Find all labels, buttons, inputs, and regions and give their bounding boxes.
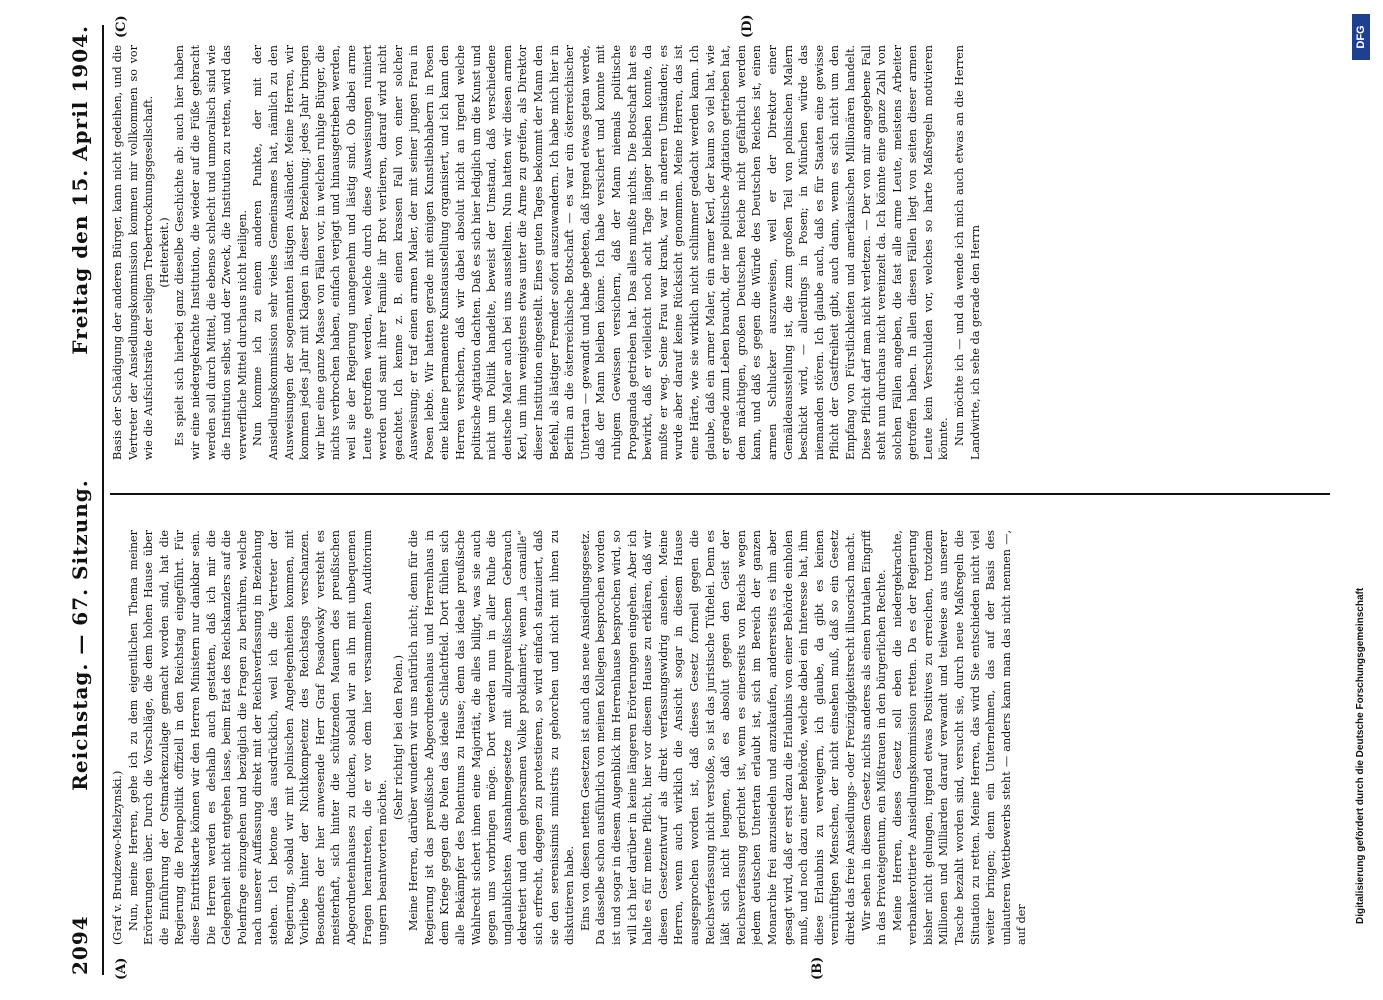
interjection: (Heiterkeit.) xyxy=(157,217,171,288)
paragraph: Eins von diesen netten Gesetzen ist auch das neue Ansiedlungsgesetz. Da dasselbe schon ausführlich von meinen Kollegen besprochen worden ist und sogar in diesem Augenblick im Herrenhause besprochen wird, so will ich hier darüber in keine längeren Erörterungen eingehen. Aber ich halte es für meine Pflicht, hier vor diesem Hause zu erklären, daß wir diesen Gesetzentwurf als direkt verfassungswidrig ansehen. Meine Herren, wenn auch wirklich die Ansicht sogar in diesem Hause ausgesprochen worden ist, daß dieses Gesetz formell gegen die Reichsverfassung nicht verstoße, so ist das juristische Tüftelei. Denn es läßt sich nicht leugnen, daß es absolut gegen den Geist der Reichsverfassung gerichtet ist, wenn es einerseits von Reichs wegen jedem deutschen Untertan erlaubt ist, sich im Bereich der ganzen Monarchie frei anzusiedeln und anzukaufen, andererseits es ihm aber gesagt wird, daß er erst dazu die Erlaubnis von einer Behörde einholen muß, und noch dazu einer Behörde, welche dabei ein Interesse hat, ihm diese Erlaubnis zu verweigern, ich glaube, da gibt es keinen vernünftigen Menschen, der nicht einsehen muß, daß so ein Gesetz direkt das freie Ansiedlungs- oder Freizügigkeitsrecht illusorisch macht. xyxy=(578,530,857,945)
paragraph: Nun, meine Herren, gehe ich zu dem eigentlichen Thema meiner Erörterungen über. Durch die Vorschläge, die dem hohen Hause über die Einführung der Ostmarkenzulage gemacht worden sind, hat die Regierung die Polenpolitik offiziell in den Reichstag eingeführt. Für diese Entrittskarte können wir den Herren Ministern nur dankbar sein. Die Herren werden es deshalb auch gestatten, daß ich mir die Gelegenheit nicht entgehen lasse, beim Etat des Reichskanzlers auf die Polenfrage einzugehen und bezüglich die Fragen zu berühren, welche nach unserer Auffassung direkt mit der Reichsverfassung in Beziehung stehen. Ich betone das ausdrücklich, weil ich die Vertreter der Regierung, sobald wir mit polnischen Angelegenheiten kommen, mit Vorliebe hinter der Nichtkompetenz des Reichstags verschanzen. Besonders der hier anwesende Herr Graf Posadowsky versteht es meisterhaft, sich hinter die schützenden Mauern des preußischen Abgeordnetenhauses zu ducken, sobald wir an ihn mit unbequemen Fragen herantreten, die er vor dem hier versammelten Auditorium ungern beantworten möchte. xyxy=(126,530,390,945)
interjection: (Sehr richtig! bei den Polen.) xyxy=(391,654,405,821)
paragraph: Meine Herren, dieses Gesetz soll eben die niedergekrachte, verbankerottierte Ansiedlungskommission retten. Da es der Regierung bisher nicht gelungen, irgend etwas Positives zu erreichen, trotzdem Millionen und Milliarden darauf verwandt und teilweise aus unserer Tasche bezahlt worden sind, versucht sie, durch neue Maßregeln die Situation zu retten. Meine Herren, das wird Sie entschieden nicht viel weiter bringen; denn ein Unternehmen, das auf der Basis des unlauteren Wettbewerbs steht — anders kann man das nicht nennen —, auf der xyxy=(890,530,1029,945)
session-date: Freitag den 15. April 1904. xyxy=(68,25,92,355)
paragraph: Nun möchte ich — und da wende ich mich auch etwas an die Herren Landwirte, ich sehe da gerade den Herrn xyxy=(953,45,982,460)
paragraph: Basis der Schädigung der anderen Bürger, kann nicht gedeihen, und die Vertreter der Ansiedlungskommission kommen mir vollkommen so vor wie die Aufsichtsräte der seligen Trebertrocknungsgesellschaft. xyxy=(111,45,156,460)
paragraph: Es spielt sich hierbei ganz dieselbe Geschichte ab: auch hier haben wir eine niedergekrachte Institution, die wieder auf die Füße gebracht werden soll durch Mittel, die ebenso schlecht und unmoralisch sind wie die Institution selbst, und der Zweck, die Institution zu retten, wird das verwerfliche Mittel durchaus nicht heiligen. xyxy=(173,45,249,460)
margin-marker-a: (A) xyxy=(114,957,129,980)
column-divider xyxy=(110,493,1330,495)
digitization-note-text: Digitalisierung gefördert durch die Deutsche Forschungsgemeinschaft xyxy=(1355,587,1366,924)
paragraph: Nun komme ich zu einem anderen Punkte, der mit der Ansiedlungskommission sehr vieles Gemeinsames hat, nämlich zu den Ausweisungen der sogenannten lästigen Ausländer. Meine Herren, wir kommen jedes Jahr mit Klagen in dieser Beziehung; jedes Jahr bringen wir hier eine ganze Masse von Fällen vor, in welchen ruhige Bürger, die nichts verbrochen haben, einfach verjagt und hinausgetrieben werden, weil sie der Regierung unangenehm und lästig sind. Ob dabei arme Leute getroffen werden, welche durch diese Ausweisungen ruiniert werden und samt ihrer Familie ihr Brot verlieren, darauf wird nicht geachtet. Ich kenne z. B. einen krassen Fall von einer solcher Ausweisung; er traf einen armen Maler, der mit seiner jungen Frau in Posen lebte. Wir hatten gerade mit einigen Kunstliebhabern in Posen eine kleine permanente Kunstausstellung organisiert, und ich kann den Herren versichern, daß wir dabei absolut nicht an irgend welche politische Agitation dachten. Daß es sich hier lediglich um die Kunst und nicht um Politik handelte, beweist der Umstand, daß verschiedene deutsche Maler auch bei uns ausstellten. Nun hatten wir diesen armen Kerl, um ihm wenigstens etwas unter die Arme zu greifen, als Direktor dieser Institution eingestellt. Eines guten Tages bekommt der Mann den Befehl, als lästiger Fremder sofort auszuwandern. Ich habe mich hier in Berlin an die österreichische Botschaft — es war ein österreichischer Untertan — gewandt und habe gebeten, daß irgend etwas getan werde, daß der Mann bleiben könne. Ich habe versichert und konnte mit ruhigem Gewissen versichern, daß der Mann niemals politische Propaganda getrieben hat. Das alles mußte nichts. Die Botschaft hat es bewirkt, daß er vielleicht noch acht Tage länger bleiben konnte, da mußte er weg. Seine Frau war krank, war in anderen Umständen; es wurde aber darauf keine Rücksicht genommen. Meine Herren, das ist eine Härte, wie sie wirklich nicht schlimmer gedacht werden kann. Ich glaube, daß ein armer Maler, ein armer Kerl, der kaum so viel hat, wie er gerade zum Leben braucht, der nie politische Agitation getrieben hat, dem mächtigen, großen Deutschen Reiche nicht gefährlich werden kann, und daß es gegen die Würde des Deutschen Reiches ist, einen armen Schlucker auszuweisen, weil er der Direktor einer Gemäldeausstellung ist, die zum großen Teil von polnischen Malern beschickt wird, — allerdings in Posen; in München würde das niemanden stören. Ich glaube auch, daß es für Staaten eine gewisse Pflicht der Gastfreiheit gibt, auch dann, wenn es sich nicht um den Empfang von Fürstlichkeiten und amerikanischen Millionären handelt. Diese Pflicht darf man nicht verletzen. — Der von mir angegebene Fall steht nun durchaus nicht vereinzelt da. Ich könnte eine ganze Zahl von solchen Fällen angeben, die fast alle arme Leute, meistens Arbeiter getroffen haben. In allen diesen Fällen liegt von seiten dieser armen Leute kein Verschulden vor, welches so harte Maßregeln motivieren könnte. xyxy=(251,45,951,460)
margin-marker-c: (C) xyxy=(114,15,129,38)
digitization-credit xyxy=(1352,14,1370,994)
text-column-left xyxy=(110,530,1340,945)
document-page xyxy=(50,0,1350,1000)
paragraph: Wir sehen in diesem Gesetz nichts anderes als einen brutalen Eingriff in das Privateigentum, ein Mißtrauen in den bürgerlichen Rechte. xyxy=(859,530,889,945)
session-title: Reichstag. — 67. Sitzung. xyxy=(68,479,92,791)
page-number: 2094 xyxy=(68,915,92,975)
paragraph: Meine Herren, darüber wundern wir uns natürlich nicht; denn für die Regierung ist das preußische Abgeordnetenhaus und Herrenhaus in dem Kriege gegen die Polen das ideale Schlachtfeld. Dort fühlen sich alle Bekämpfer des Polentums zu Hause; denn das ideale preußische Wahlrecht sichert ihnen eine Majorität, die alles billigt, was sie auch gegen uns vorbringen möge. Dort werden nun in aller Ruhe die unglaublichsten Ausnahmegesetze mit allzupreußischem Gebrauch dekretiert und dem gehorsamen Volke proklamiert; wenn „la canaille“ sich erfrecht, dagegen zu protestieren, so wird einfach stanzuiert, daß sie den serenissimis ministris zu gehorchen und nicht mit ihnen zu diskutieren habe. xyxy=(407,530,577,945)
margin-marker-d: (D) xyxy=(740,14,755,38)
page-header xyxy=(58,25,104,975)
dfg-logo-text: DFG xyxy=(1355,25,1367,49)
speaker-note: (Graf v. Brudzewo-Mielzynski.) xyxy=(111,770,124,945)
margin-marker-b: (B) xyxy=(810,956,825,980)
digitization-note xyxy=(1352,14,1370,994)
text-column-right xyxy=(110,45,1340,460)
